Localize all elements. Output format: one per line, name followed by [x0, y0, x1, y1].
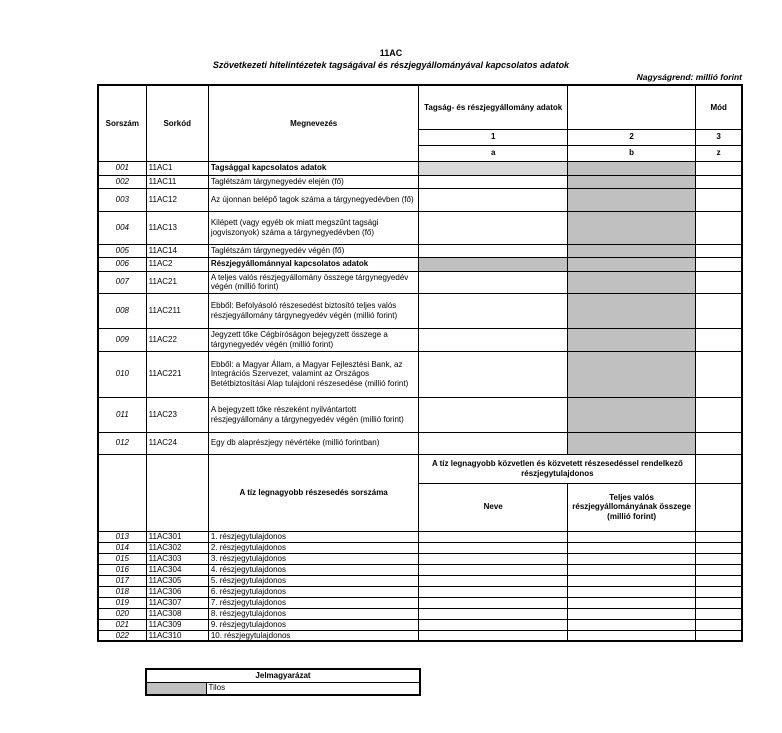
- cell-mod[interactable]: [696, 630, 742, 641]
- row-number: 012: [98, 432, 146, 454]
- row-number: 018: [98, 586, 146, 597]
- cell-mod[interactable]: [696, 188, 742, 211]
- col-letter-a: a: [419, 145, 567, 161]
- cell-forbidden: [567, 257, 695, 271]
- cell-forbidden: [419, 161, 567, 175]
- cell-value[interactable]: [419, 597, 567, 608]
- table-row: [98, 175, 742, 188]
- cell-mod[interactable]: [696, 161, 742, 175]
- row-label: Ebből: a Magyar Állam, a Magyar Fejlesztési Bank, az Integrációs Szervezet, valamint az Országos Betétbiztosítási Alap tulajdoni részesedése (millió forint): [208, 351, 419, 397]
- legend: [145, 668, 421, 696]
- col-header-neve: Neve: [419, 483, 567, 531]
- cell-forbidden: [567, 175, 695, 188]
- table-row: [98, 351, 742, 397]
- row-code: 11AC211: [146, 293, 208, 328]
- row-label: Az újonnan belépő tagok száma a tárgynegyedévben (fő): [208, 188, 419, 211]
- row-label: Tagsággal kapcsolatos adatok: [208, 161, 419, 175]
- row-label: Kilépett (vagy egyéb ok miatt megszűnt tagsági jogviszonyok) száma a tárgynegyedévben (fő): [208, 211, 419, 244]
- row-code: 11AC302: [146, 542, 208, 553]
- row-label: 4. részjegytulajdonos: [208, 564, 419, 575]
- row-code: 11AC13: [146, 211, 208, 244]
- cell-value[interactable]: [567, 553, 695, 564]
- col-letter-b: b: [567, 145, 695, 161]
- cell-value[interactable]: [567, 531, 695, 542]
- row-number: 008: [98, 293, 146, 328]
- cell-value[interactable]: [419, 351, 567, 397]
- row-number: 009: [98, 328, 146, 351]
- row-label: Taglétszám tárgynegyedév végén (fő): [208, 244, 419, 257]
- cell-mod[interactable]: [696, 271, 742, 293]
- cell-value[interactable]: [567, 608, 695, 619]
- unit-note: Nagyságrend: millió forint: [636, 72, 742, 82]
- row-label: 10. részjegytulajdonos: [208, 630, 419, 641]
- row-label: 3. részjegytulajdonos: [208, 553, 419, 564]
- table-row: [98, 564, 742, 575]
- cell-value[interactable]: [419, 328, 567, 351]
- legend-label: Tilos: [206, 682, 420, 695]
- cell-forbidden: [567, 271, 695, 293]
- row-number: 020: [98, 608, 146, 619]
- cell-forbidden: [567, 351, 695, 397]
- row-code: 11AC14: [146, 244, 208, 257]
- col-num-1: 1: [419, 129, 567, 145]
- cell-forbidden: [567, 161, 695, 175]
- cell-forbidden: [567, 293, 695, 328]
- table-row: [98, 188, 742, 211]
- col-header-megnevezes: Megnevezés: [208, 85, 419, 161]
- cell-mod[interactable]: [696, 175, 742, 188]
- col-num-3: 3: [696, 129, 742, 145]
- row-label: 2. részjegytulajdonos: [208, 542, 419, 553]
- cell-mod[interactable]: [696, 328, 742, 351]
- cell-mod[interactable]: [696, 597, 742, 608]
- row-code: 11AC309: [146, 619, 208, 630]
- table-row: [98, 293, 742, 328]
- row-label: Ebből: Befolyásoló részesedést biztosító teljes valós részjegyállomány tárgynegyedév végén (millió forint): [208, 293, 419, 328]
- cell-value[interactable]: [419, 608, 567, 619]
- table-row: [98, 244, 742, 257]
- cell-value[interactable]: [567, 542, 695, 553]
- row-number: 006: [98, 257, 146, 271]
- row-code: 11AC303: [146, 553, 208, 564]
- row-number: 019: [98, 597, 146, 608]
- data-table: [97, 84, 743, 642]
- cell-forbidden: [567, 188, 695, 211]
- cell-forbidden: [567, 244, 695, 257]
- section2-blank: [146, 454, 208, 531]
- cell-mod[interactable]: [696, 553, 742, 564]
- row-label: Jegyzett tőke Cégbíróságon bejegyzett összege a tárgynegyedév végén (millió forint): [208, 328, 419, 351]
- row-number: 005: [98, 244, 146, 257]
- row-code: 11AC11: [146, 175, 208, 188]
- table-row: [98, 432, 742, 454]
- row-code: 11AC307: [146, 597, 208, 608]
- cell-value[interactable]: [567, 564, 695, 575]
- row-label: 6. részjegytulajdonos: [208, 586, 419, 597]
- row-number: 015: [98, 553, 146, 564]
- section2-blank: [696, 454, 742, 483]
- row-number: 010: [98, 351, 146, 397]
- legend-swatch: [146, 682, 206, 695]
- col-header-tagsag: Tagság- és részjegyállomány adatok: [419, 85, 567, 129]
- table-row: [98, 161, 742, 175]
- row-label: 5. részjegytulajdonos: [208, 575, 419, 586]
- row-number: 007: [98, 271, 146, 293]
- col-header-osszeg: Teljes valós részjegyállományának összege (millió forint): [567, 483, 695, 531]
- row-label: 9. részjegytulajdonos: [208, 619, 419, 630]
- cell-value[interactable]: [419, 271, 567, 293]
- cell-mod[interactable]: [696, 293, 742, 328]
- cell-mod[interactable]: [696, 575, 742, 586]
- row-label: Részjegyállománnyal kapcsolatos adatok: [208, 257, 419, 271]
- row-number: 002: [98, 175, 146, 188]
- cell-mod[interactable]: [696, 542, 742, 553]
- cell-mod[interactable]: [696, 211, 742, 244]
- cell-value[interactable]: [419, 175, 567, 188]
- row-code: 11AC2: [146, 257, 208, 271]
- cell-mod[interactable]: [696, 432, 742, 454]
- cell-value[interactable]: [419, 564, 567, 575]
- cell-mod[interactable]: [696, 608, 742, 619]
- row-code: 11AC12: [146, 188, 208, 211]
- row-label: Taglétszám tárgynegyedév elején (fő): [208, 175, 419, 188]
- row-label: A bejegyzett tőke részeként nyilvántartott részjegyállomány a tárgynegyedév végén (millió forint): [208, 397, 419, 432]
- row-number: 011: [98, 397, 146, 432]
- row-code: 11AC306: [146, 586, 208, 597]
- table-row: [98, 397, 742, 432]
- cell-value[interactable]: [419, 188, 567, 211]
- row-label: A teljes valós részjegyállomány összege tárgynegyedév végén (millió forint): [208, 271, 419, 293]
- row-number: 001: [98, 161, 146, 175]
- cell-value[interactable]: [419, 244, 567, 257]
- cell-value[interactable]: [567, 619, 695, 630]
- cell-value[interactable]: [419, 293, 567, 328]
- col-header-empty: [567, 85, 695, 129]
- cell-forbidden: [567, 397, 695, 432]
- row-code: 11AC221: [146, 351, 208, 397]
- table-row: [98, 608, 742, 619]
- cell-value[interactable]: [567, 597, 695, 608]
- cell-value[interactable]: [567, 575, 695, 586]
- cell-value[interactable]: [419, 619, 567, 630]
- row-number: 013: [98, 531, 146, 542]
- row-number: 021: [98, 619, 146, 630]
- report-code: 11AC: [379, 48, 403, 58]
- cell-forbidden: [567, 328, 695, 351]
- cell-mod[interactable]: [696, 257, 742, 271]
- col-num-2: 2: [567, 129, 695, 145]
- row-number: 016: [98, 564, 146, 575]
- col-letter-z: z: [696, 145, 742, 161]
- table-row: [98, 597, 742, 608]
- row-label: Egy db alaprészjegy névértéke (millió forintban): [208, 432, 419, 454]
- cell-forbidden: [567, 432, 695, 454]
- table-row: [98, 257, 742, 271]
- row-number: 017: [98, 575, 146, 586]
- cell-value[interactable]: [419, 432, 567, 454]
- cell-value[interactable]: [419, 630, 567, 641]
- row-code: 11AC24: [146, 432, 208, 454]
- table-row: [98, 531, 742, 542]
- row-code: 11AC23: [146, 397, 208, 432]
- row-code: 11AC305: [146, 575, 208, 586]
- row-code: 11AC310: [146, 630, 208, 641]
- cell-value[interactable]: [567, 630, 695, 641]
- col-header-mod: Mód: [696, 85, 742, 129]
- cell-value[interactable]: [567, 586, 695, 597]
- cell-mod[interactable]: [696, 244, 742, 257]
- cell-value[interactable]: [419, 531, 567, 542]
- table-row: [98, 211, 742, 244]
- row-label: 1. részjegytulajdonos: [208, 531, 419, 542]
- row-number: 003: [98, 188, 146, 211]
- cell-mod[interactable]: [696, 397, 742, 432]
- cell-value[interactable]: [419, 586, 567, 597]
- table-row: [98, 619, 742, 630]
- cell-value[interactable]: [419, 575, 567, 586]
- cell-forbidden: [419, 257, 567, 271]
- col-header-sorkod: Sorkód: [146, 85, 208, 161]
- cell-value[interactable]: [419, 211, 567, 244]
- table-row: [98, 328, 742, 351]
- row-code: 11AC308: [146, 608, 208, 619]
- row-number: 014: [98, 542, 146, 553]
- row-label: 7. részjegytulajdonos: [208, 597, 419, 608]
- row-code: 11AC301: [146, 531, 208, 542]
- cell-mod[interactable]: [696, 351, 742, 397]
- section2-blank: [696, 483, 742, 531]
- table-row: [98, 586, 742, 597]
- section2-name-header: A tíz legnagyobb részesedés sorszáma: [208, 454, 419, 531]
- table-row: [98, 575, 742, 586]
- row-number: 022: [98, 630, 146, 641]
- row-code: 11AC304: [146, 564, 208, 575]
- table-row: [98, 630, 742, 641]
- cell-value[interactable]: [419, 542, 567, 553]
- cell-mod[interactable]: [696, 531, 742, 542]
- col-header-sorszam: Sorszám: [98, 85, 146, 161]
- cell-value[interactable]: [419, 553, 567, 564]
- row-label: 8. részjegytulajdonos: [208, 608, 419, 619]
- cell-mod[interactable]: [696, 564, 742, 575]
- section2-blank: [98, 454, 146, 531]
- legend-title: Jelmagyarázat: [146, 669, 420, 682]
- section2-group-header: A tíz legnagyobb közvetlen és közvetett részesedéssel rendelkező részjegytulajdonos: [419, 454, 696, 483]
- cell-mod[interactable]: [696, 619, 742, 630]
- row-code: 11AC1: [146, 161, 208, 175]
- row-code: 11AC22: [146, 328, 208, 351]
- table-row: [98, 542, 742, 553]
- report-title: Szövetkezeti hitelintézetek tagságával és részjegyállományával kapcsolatos adatok: [212, 60, 570, 70]
- cell-forbidden: [567, 211, 695, 244]
- table-row: [98, 553, 742, 564]
- cell-mod[interactable]: [696, 586, 742, 597]
- table-row: [98, 271, 742, 293]
- cell-value[interactable]: [419, 397, 567, 432]
- row-number: 004: [98, 211, 146, 244]
- row-code: 11AC21: [146, 271, 208, 293]
